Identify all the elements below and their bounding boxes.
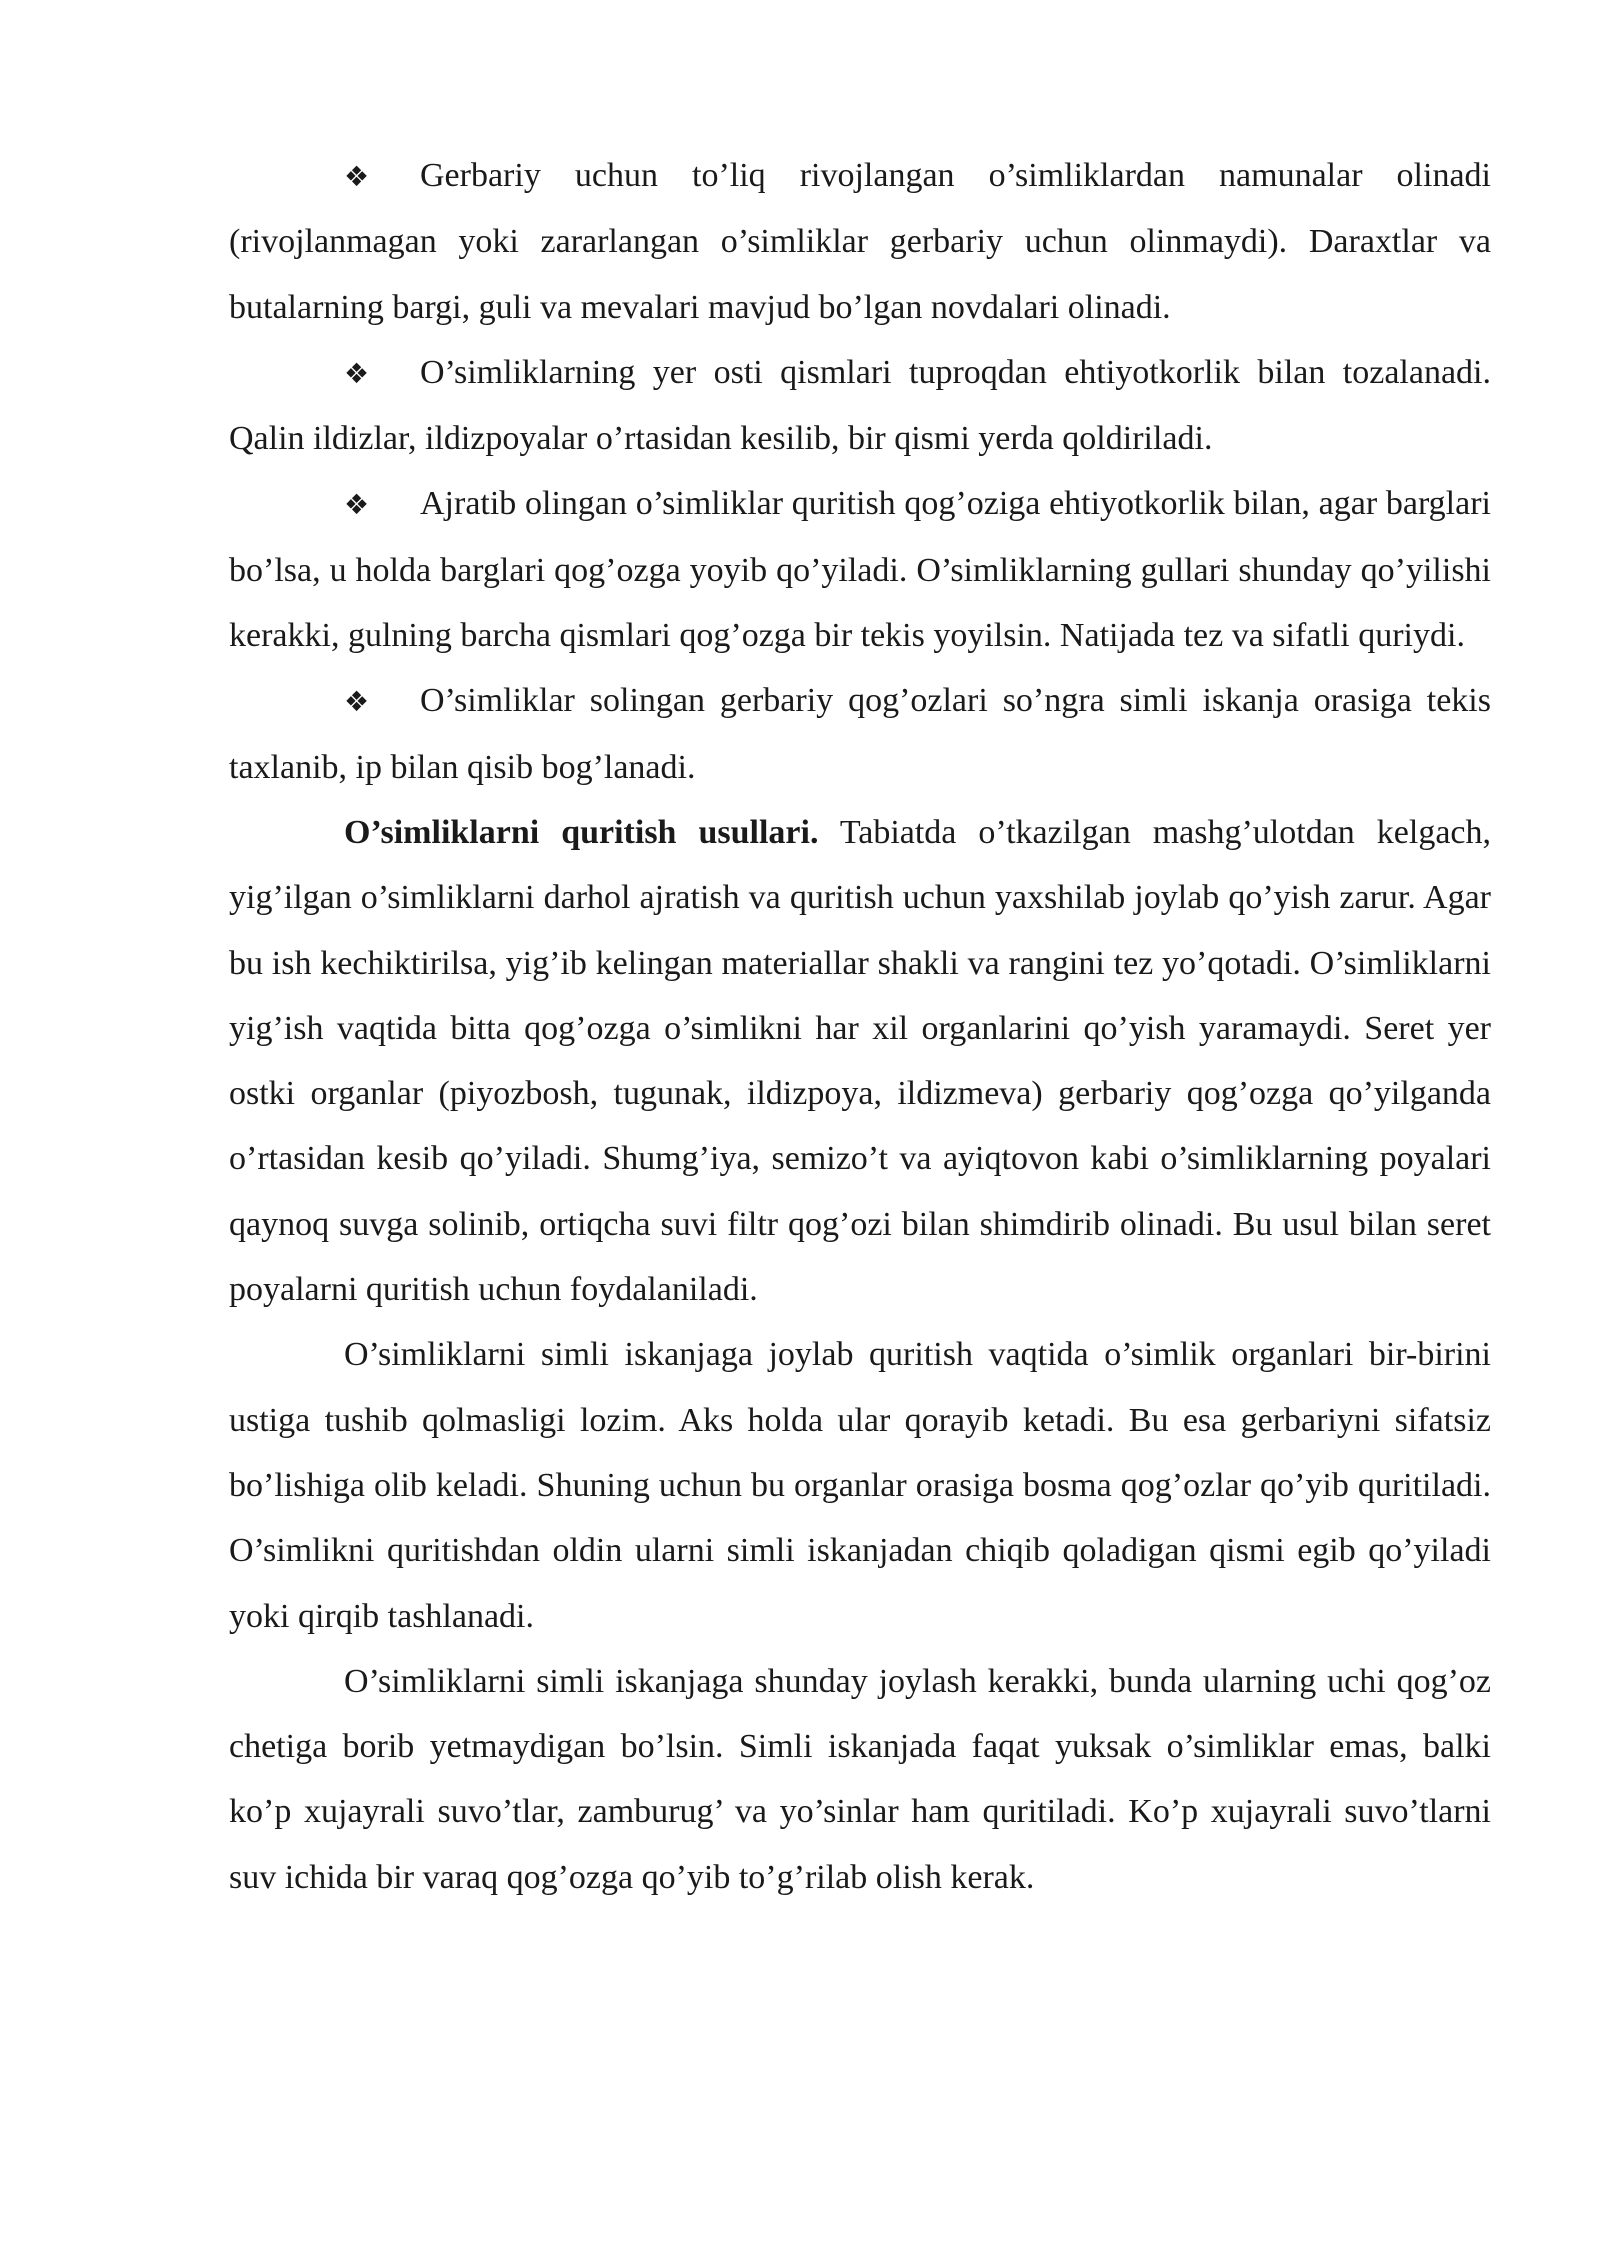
document-page [229,143,1491,1910]
section-paragraph [229,800,1491,1322]
bullet-paragraph-3 [229,471,1491,668]
section-text: Tabiatda o’tkazilgan mashg’ulotdan kelgach, yig’ilgan o’simliklarni darhol ajratish va quritish uchun yaxshilab joylab qo’yish zarur. Agar bu ish kechiktirilsa, yig’ib kelingan materiallar shakli va rangini tez yo’qotadi. O’simliklarni yig’ish vaqtida bitta qog’ozga o’simlikni har xil organlarini qo’yish yaramaydi. Seret yer ostki organlar (piyozbosh, tugunak, ildizpoya, ildizmeva) gerbariy qog’ozga qo’yilganda o’rtasidan kesib qo’yiladi. Shumg’iya, semizo’t va ayiqtovon kabi o’simliklarning poyalari qaynoq suvga solinib, ortiqcha suvi filtr qog’ozi bilan shimdirib olinadi. Bu usul bilan seret poyalarni quritish uchun foydalaniladi. [229,813,1492,1309]
diamond-bullet-icon: ❖ [344,488,370,522]
bullet-text-1: Gerbariy uchun to’liq rivojlangan o’simliklardan namunalar olinadi (rivojlanmagan yoki zararlangan o’simliklar gerbariy uchun olinmaydi). Daraxtlar va butalarning bargi, guli va mevalari mavjud bo’lgan novdalari olinadi. [229,157,1491,326]
bullet-paragraph-1 [229,143,1491,340]
body-paragraph-2: O’simliklarni simli iskanjaga shunday joylash kerakki, bunda ularning uchi qog’oz chetiga borib yetmaydigan bo’lsin. Simli iskanjada faqat yuksak o’simliklar emas, balki ko’p xujayrali suvo’tlar, zamburug’ va yo’sinlar ham quritiladi. Ko’p xujayrali suvo’tlarni suv ichida bir varaq qog’ozga qo’yib to’g’rilab olish kerak. [229,1662,1491,1896]
diamond-bullet-icon: ❖ [344,356,370,390]
body-paragraph-1: O’simliklarni simli iskanjaga joylab quritish vaqtida o’simlik organlari bir-birini ustiga tushib qolmasligi lozim. Aks holda ular qorayib ketadi. Bu esa gerbariyni sifatsiz bo’lishiga olib keladi. Shuning uchun bu organlar orasiga bosma qog’ozlar qo’yib quritiladi. O’simlikni quritishdan oldin ularni simli iskanjadan chiqib qoladigan qismi egib qo’yiladi yoki qirqib tashlanadi. [229,1336,1491,1635]
bullet-paragraph-4 [229,668,1491,800]
diamond-bullet-icon: ❖ [344,685,370,719]
bullet-text-4: O’simliklar solingan gerbariy qog’ozlari so’ngra simli iskanja orasiga tekis taxlanib, ip bilan qisib bog’lanadi. [229,682,1491,786]
bullet-text-2: O’simliklarning yer osti qismlari tuproqdan ehtiyotkorlik bilan tozalanadi. Qalin ildizlar, ildizpoyalar o’rtasidan kesilib, bir qismi yerda qoldiriladi. [229,353,1491,458]
bullet-paragraph-2 [229,340,1491,472]
section-heading: O’simliklarni quritish usullari. [344,813,819,851]
bullet-text-3: Ajratib olingan o’simliklar quritish qog’oziga ehtiyotkorlik bilan, agar barglari bo’lsa, u holda barglari qog’ozga yoyib qo’yiladi. O’simliklarning gullari shunday qo’yilishi kerakki, gulning barcha qismlari qog’ozga bir tekis yoyilsin. Natijada tez va sifatli quriydi. [229,485,1491,655]
diamond-bullet-icon: ❖ [344,160,370,193]
